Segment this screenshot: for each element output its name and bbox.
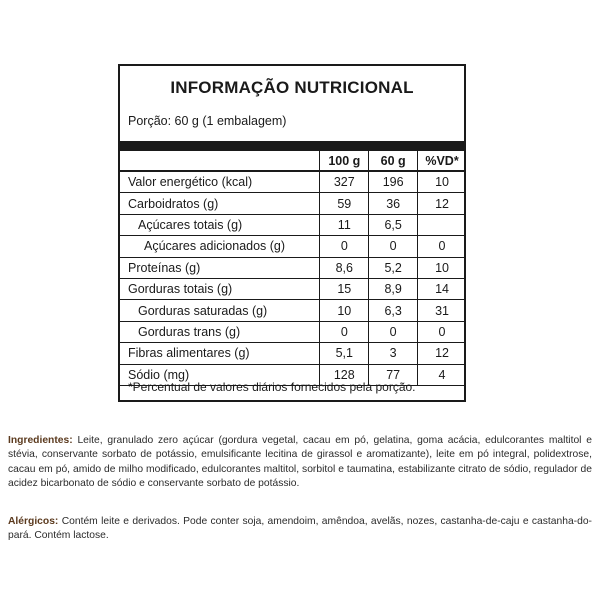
allergens-text: Contém leite e derivados. Pode conter soja, amendoim, amêndoa, avelãs, nozes, castanha-de-caju e castanha-do-pará. Contém lactose. (8, 516, 592, 542)
row-label: Fibras alimentares (g) (128, 346, 250, 361)
table-row (120, 171, 466, 193)
value-100g: 0 (320, 236, 369, 257)
value-vd: 4 (418, 364, 466, 385)
value-60g: 3 (369, 343, 418, 364)
value-vd: 12 (418, 193, 466, 214)
table-header-row (120, 151, 466, 171)
header-100g: 100 g (320, 151, 369, 171)
value-vd: 14 (418, 278, 466, 299)
value-100g: 10 (320, 300, 369, 321)
value-60g: 77 (369, 364, 418, 385)
value-100g: 11 (320, 214, 369, 235)
table-row (120, 236, 466, 257)
row-label: Sódio (mg) (128, 367, 190, 382)
value-60g: 8,9 (369, 278, 418, 299)
value-60g: 0 (369, 236, 418, 257)
nutrition-facts-panel (118, 64, 466, 402)
header-label (120, 151, 320, 171)
table-row (120, 343, 466, 364)
value-100g: 327 (320, 171, 369, 193)
panel-title: INFORMAÇÃO NUTRICIONAL (170, 78, 414, 97)
row-label: Gorduras trans (g) (138, 324, 241, 339)
table-row (120, 214, 466, 235)
row-label: Proteínas (g) (128, 260, 201, 275)
table-row (120, 300, 466, 321)
value-vd: 12 (418, 343, 466, 364)
allergens-block (8, 515, 592, 544)
table-row (120, 193, 466, 214)
table-row (120, 278, 466, 299)
header-vd: %VD* (418, 151, 466, 171)
footnote: *Percentual de valores diários fornecidos pela porção. (128, 380, 416, 394)
value-60g: 5,2 (369, 257, 418, 278)
row-label: Gorduras saturadas (g) (138, 303, 268, 318)
nutrition-table (120, 151, 466, 386)
allergens-label: Alérgicos: (8, 516, 59, 527)
value-vd: 0 (418, 321, 466, 342)
value-vd: 10 (418, 171, 466, 193)
row-label: Açúcares totais (g) (138, 217, 243, 232)
ingredients-label: Ingredientes: (8, 435, 73, 446)
value-60g: 36 (369, 193, 418, 214)
table-row (120, 321, 466, 342)
value-60g: 6,3 (369, 300, 418, 321)
value-100g: 5,1 (320, 343, 369, 364)
table-row (120, 257, 466, 278)
value-vd: 0 (418, 236, 466, 257)
value-100g: 15 (320, 278, 369, 299)
row-label: Açúcares adicionados (g) (144, 239, 286, 254)
value-vd: 10 (418, 257, 466, 278)
value-60g: 0 (369, 321, 418, 342)
row-label: Gorduras totais (g) (128, 282, 233, 297)
value-vd (418, 214, 466, 235)
value-100g: 0 (320, 321, 369, 342)
value-100g: 128 (320, 364, 369, 385)
ingredients-block (8, 434, 592, 492)
header-60g: 60 g (369, 151, 418, 171)
value-100g: 59 (320, 193, 369, 214)
value-100g: 8,6 (320, 257, 369, 278)
value-60g: 6,5 (369, 214, 418, 235)
portion-size: Porção: 60 g (1 embalagem) (128, 114, 287, 128)
row-label: Valor energético (kcal) (128, 175, 253, 190)
ingredients-text: Leite, granulado zero açúcar (gordura vegetal, cacau em pó, gelatina, goma acácia, edulcorantes maltitol e stévia, conservante sorbato de potássio, emulsificante lecitina de girassol e aromatizante), leite em pó integral, polidextrose, cacau em pó, amido de milho modificado, edulcorantes maltitol, sorbitol e taumatina, estabilizante citrato de sódio, regulador de acidez bicarbonato de sódio e conservante sorbato de potássio. (8, 435, 592, 490)
row-label: Carboidratos (g) (128, 196, 219, 211)
value-vd: 31 (418, 300, 466, 321)
value-60g: 196 (369, 171, 418, 193)
divider-bar (120, 141, 464, 151)
